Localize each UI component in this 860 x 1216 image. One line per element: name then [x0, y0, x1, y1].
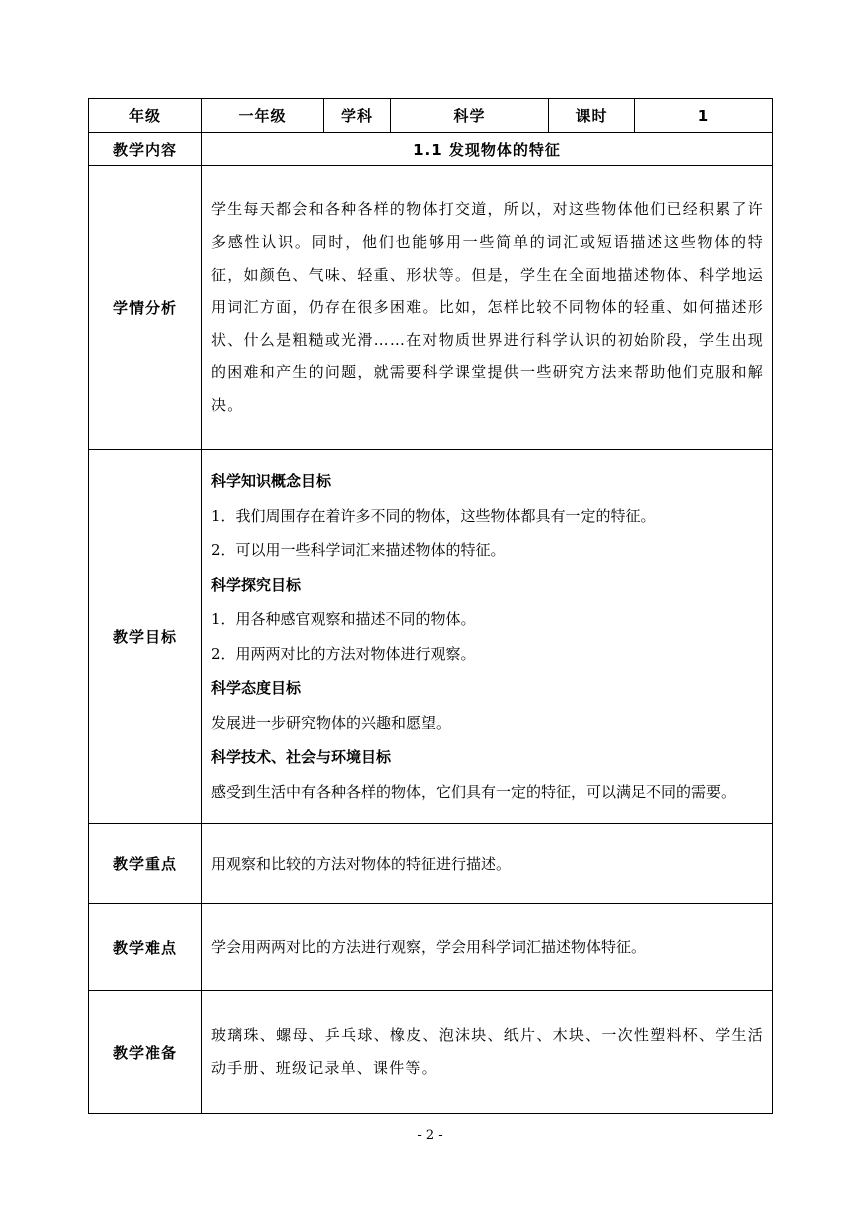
attitude-goal-heading: 科学态度目标 — [211, 679, 302, 697]
grade-label: 年级 — [89, 99, 202, 133]
analysis-text: 学生每天都会和各种各样的物体打交道，所以，对这些物体他们已经积累了许多感性认识。同时，他们也能够用一些简单的词汇或短语描述这些物体的特征，如颜色、气味、轻重、形状等。但是，学生在全面地描述物体、科学地运用词汇方面，仍存在很多困难。比如，怎样比较不同物体的轻重、如何描述形状、什么是粗糙或光滑……在对物质世界进行科学认识的初始阶段，学生出现的困难和产生的问题，就需要科学课堂提供一些研究方法来帮助他们克服和解决。 — [211, 200, 764, 414]
inquiry-goal-2: 2．用两两对比的方法对物体进行观察。 — [211, 644, 476, 663]
analysis-row — [89, 166, 773, 450]
preparation-text: 玻璃珠、螺母、乒乓球、橡皮、泡沫块、纸片、木块、一次性塑料杯、学生活动手册、班级记录单、课件等。 — [211, 1026, 764, 1077]
analysis-label: 学情分析 — [89, 166, 202, 450]
difficulties-cell — [202, 904, 773, 991]
preparation-cell — [202, 991, 773, 1114]
sts-goal-1: 感受到生活中有各种各样的物体，它们具有一定的特征，可以满足不同的需要。 — [211, 782, 737, 801]
knowledge-goal-1: 1．我们周围存在着许多不同的物体，这些物体都具有一定的特征。 — [211, 506, 656, 525]
key-points-cell — [202, 824, 773, 904]
difficulties-text: 学会用两两对比的方法进行观察，学会用科学词汇描述物体特征。 — [211, 938, 647, 956]
knowledge-goal-2: 2．可以用一些科学词汇来描述物体的特征。 — [211, 541, 506, 559]
period-label: 课时 — [549, 99, 635, 133]
subject-label: 学科 — [324, 99, 391, 133]
goals-row — [89, 450, 773, 824]
inquiry-goal-1: 1．用各种感官观察和描述不同的物体。 — [211, 610, 476, 628]
goals-label: 教学目标 — [89, 450, 202, 824]
analysis-cell — [202, 166, 773, 450]
goals-cell — [202, 450, 773, 824]
grade-value: 一年级 — [202, 99, 324, 133]
attitude-goal-1: 发展进一步研究物体的兴趣和愿望。 — [211, 713, 452, 732]
key-points-label: 教学重点 — [89, 824, 202, 904]
inquiry-goal-heading: 科学探究目标 — [211, 575, 302, 594]
period-value: 1 — [635, 99, 773, 133]
key-points-text: 用观察和比较的方法对物体的特征进行描述。 — [211, 854, 512, 873]
knowledge-goal-heading: 科学知识概念目标 — [211, 472, 332, 490]
difficulties-label: 教学难点 — [89, 904, 202, 991]
difficulties-row — [89, 904, 773, 991]
key-points-row — [89, 824, 773, 904]
page-number: - 2 - — [417, 1128, 443, 1143]
lesson-title: 1.1 发现物体的特征 — [202, 133, 773, 166]
preparation-row — [89, 991, 773, 1114]
subject-value: 科学 — [391, 99, 549, 133]
header-row — [89, 99, 773, 133]
content-row — [89, 133, 773, 166]
content-label: 教学内容 — [89, 133, 202, 166]
preparation-label: 教学准备 — [89, 991, 202, 1114]
lesson-plan-table — [88, 98, 773, 1114]
sts-goal-heading: 科学技术、社会与环境目标 — [211, 748, 392, 766]
